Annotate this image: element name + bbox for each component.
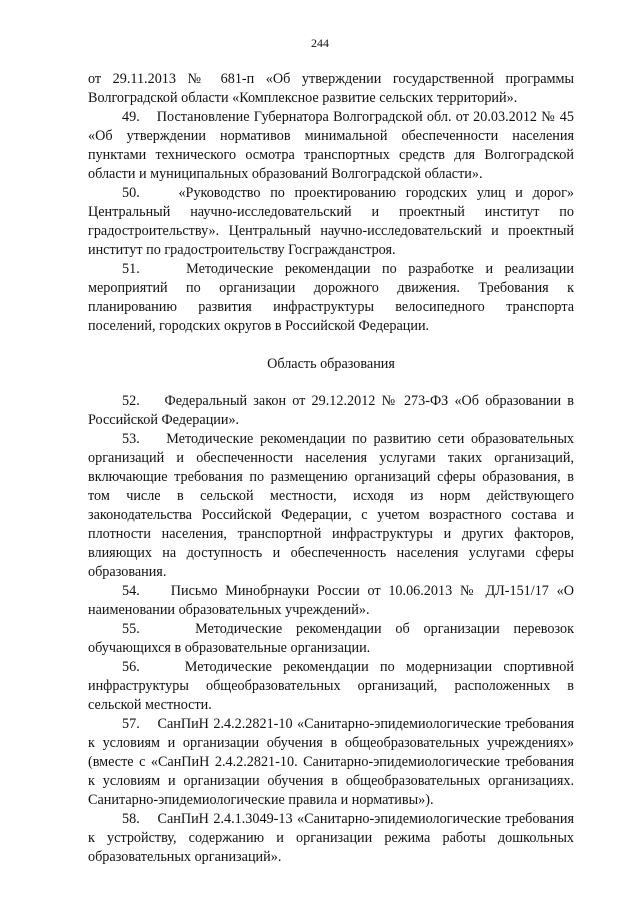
page-number: 244 (311, 36, 329, 50)
section-heading: Область образования (267, 356, 395, 372)
list-item-49: 49. Постановление Губернатора Волгоградской обл. от 20.03.2012 № 45 «Об утверждении нормативов минимальной обеспеченности населения пунктами технического осмотра транспортных средств для Волгоградской области и муниципальных образований Волгоградской области». (88, 109, 574, 182)
list-item-58: 58. СанПиН 2.4.1.3049-13 «Санитарно-эпидемиологические требования к устройству, содержанию и организации режима работы дошкольных образовательных организаций». (88, 811, 574, 865)
list-item-50: 50. «Руководство по проектированию городских улиц и дорог» Центральный научно-исследовательский и проектный институт по градостроительству». Центральный научно-исследовательский и проектный институт по градостроительству Госгражданстроя. (88, 185, 574, 258)
list-item-51: 51. Методические рекомендации по разработке и реализации мероприятий по организации дорожного движения. Требования к планированию развития инфраструктуры велосипедного транспорта поселений, городских округов в Российской Федерации. (88, 261, 574, 334)
list-item-54: 54. Письмо Минобрнауки России от 10.06.2013 № ДЛ-151/17 «О наименовании образовательных учреждений». (88, 583, 574, 618)
paragraph-continuation: от 29.11.2013 № 681-п «Об утверждении государственной программы Волгоградской области «Комплексное развитие сельских территорий». (88, 71, 574, 106)
list-item-56: 56. Методические рекомендации по модернизации спортивной инфраструктуры общеобразовательных организаций, расположенных в сельской местности. (88, 659, 574, 713)
list-item-53: 53. Методические рекомендации по развитию сети образовательных организаций и обеспеченности населения услугами таких организаций, включающие требования по размещению организаций сферы образования, в том числе в сельской местности, исходя из норм действующего законодательства Российской Федерации, с учетом возрастного состава и плотности населения, транспортной инфраструктуры и других факторов, влияющих на доступность и обеспеченность населения услугами сферы образования. (88, 431, 574, 580)
document-body (88, 70, 574, 867)
list-item-52: 52. Федеральный закон от 29.12.2012 № 273-ФЗ «Об образовании в Российской Федерации». (88, 393, 574, 428)
list-item-55: 55. Методические рекомендации об организации перевозок обучающихся в образовательные организации. (88, 621, 574, 656)
list-item-57: 57. СанПиН 2.4.2.2821-10 «Санитарно-эпидемиологические требования к условиям и организации обучения в общеобразовательных учреждениях» (вместе с «СанПиН 2.4.2.2821-10. Санитарно-эпидемиологические требования к условиям и организации обучения в общеобразовательных организациях. Санитарно-эпидемиологические правила и нормативы»). (88, 716, 574, 808)
